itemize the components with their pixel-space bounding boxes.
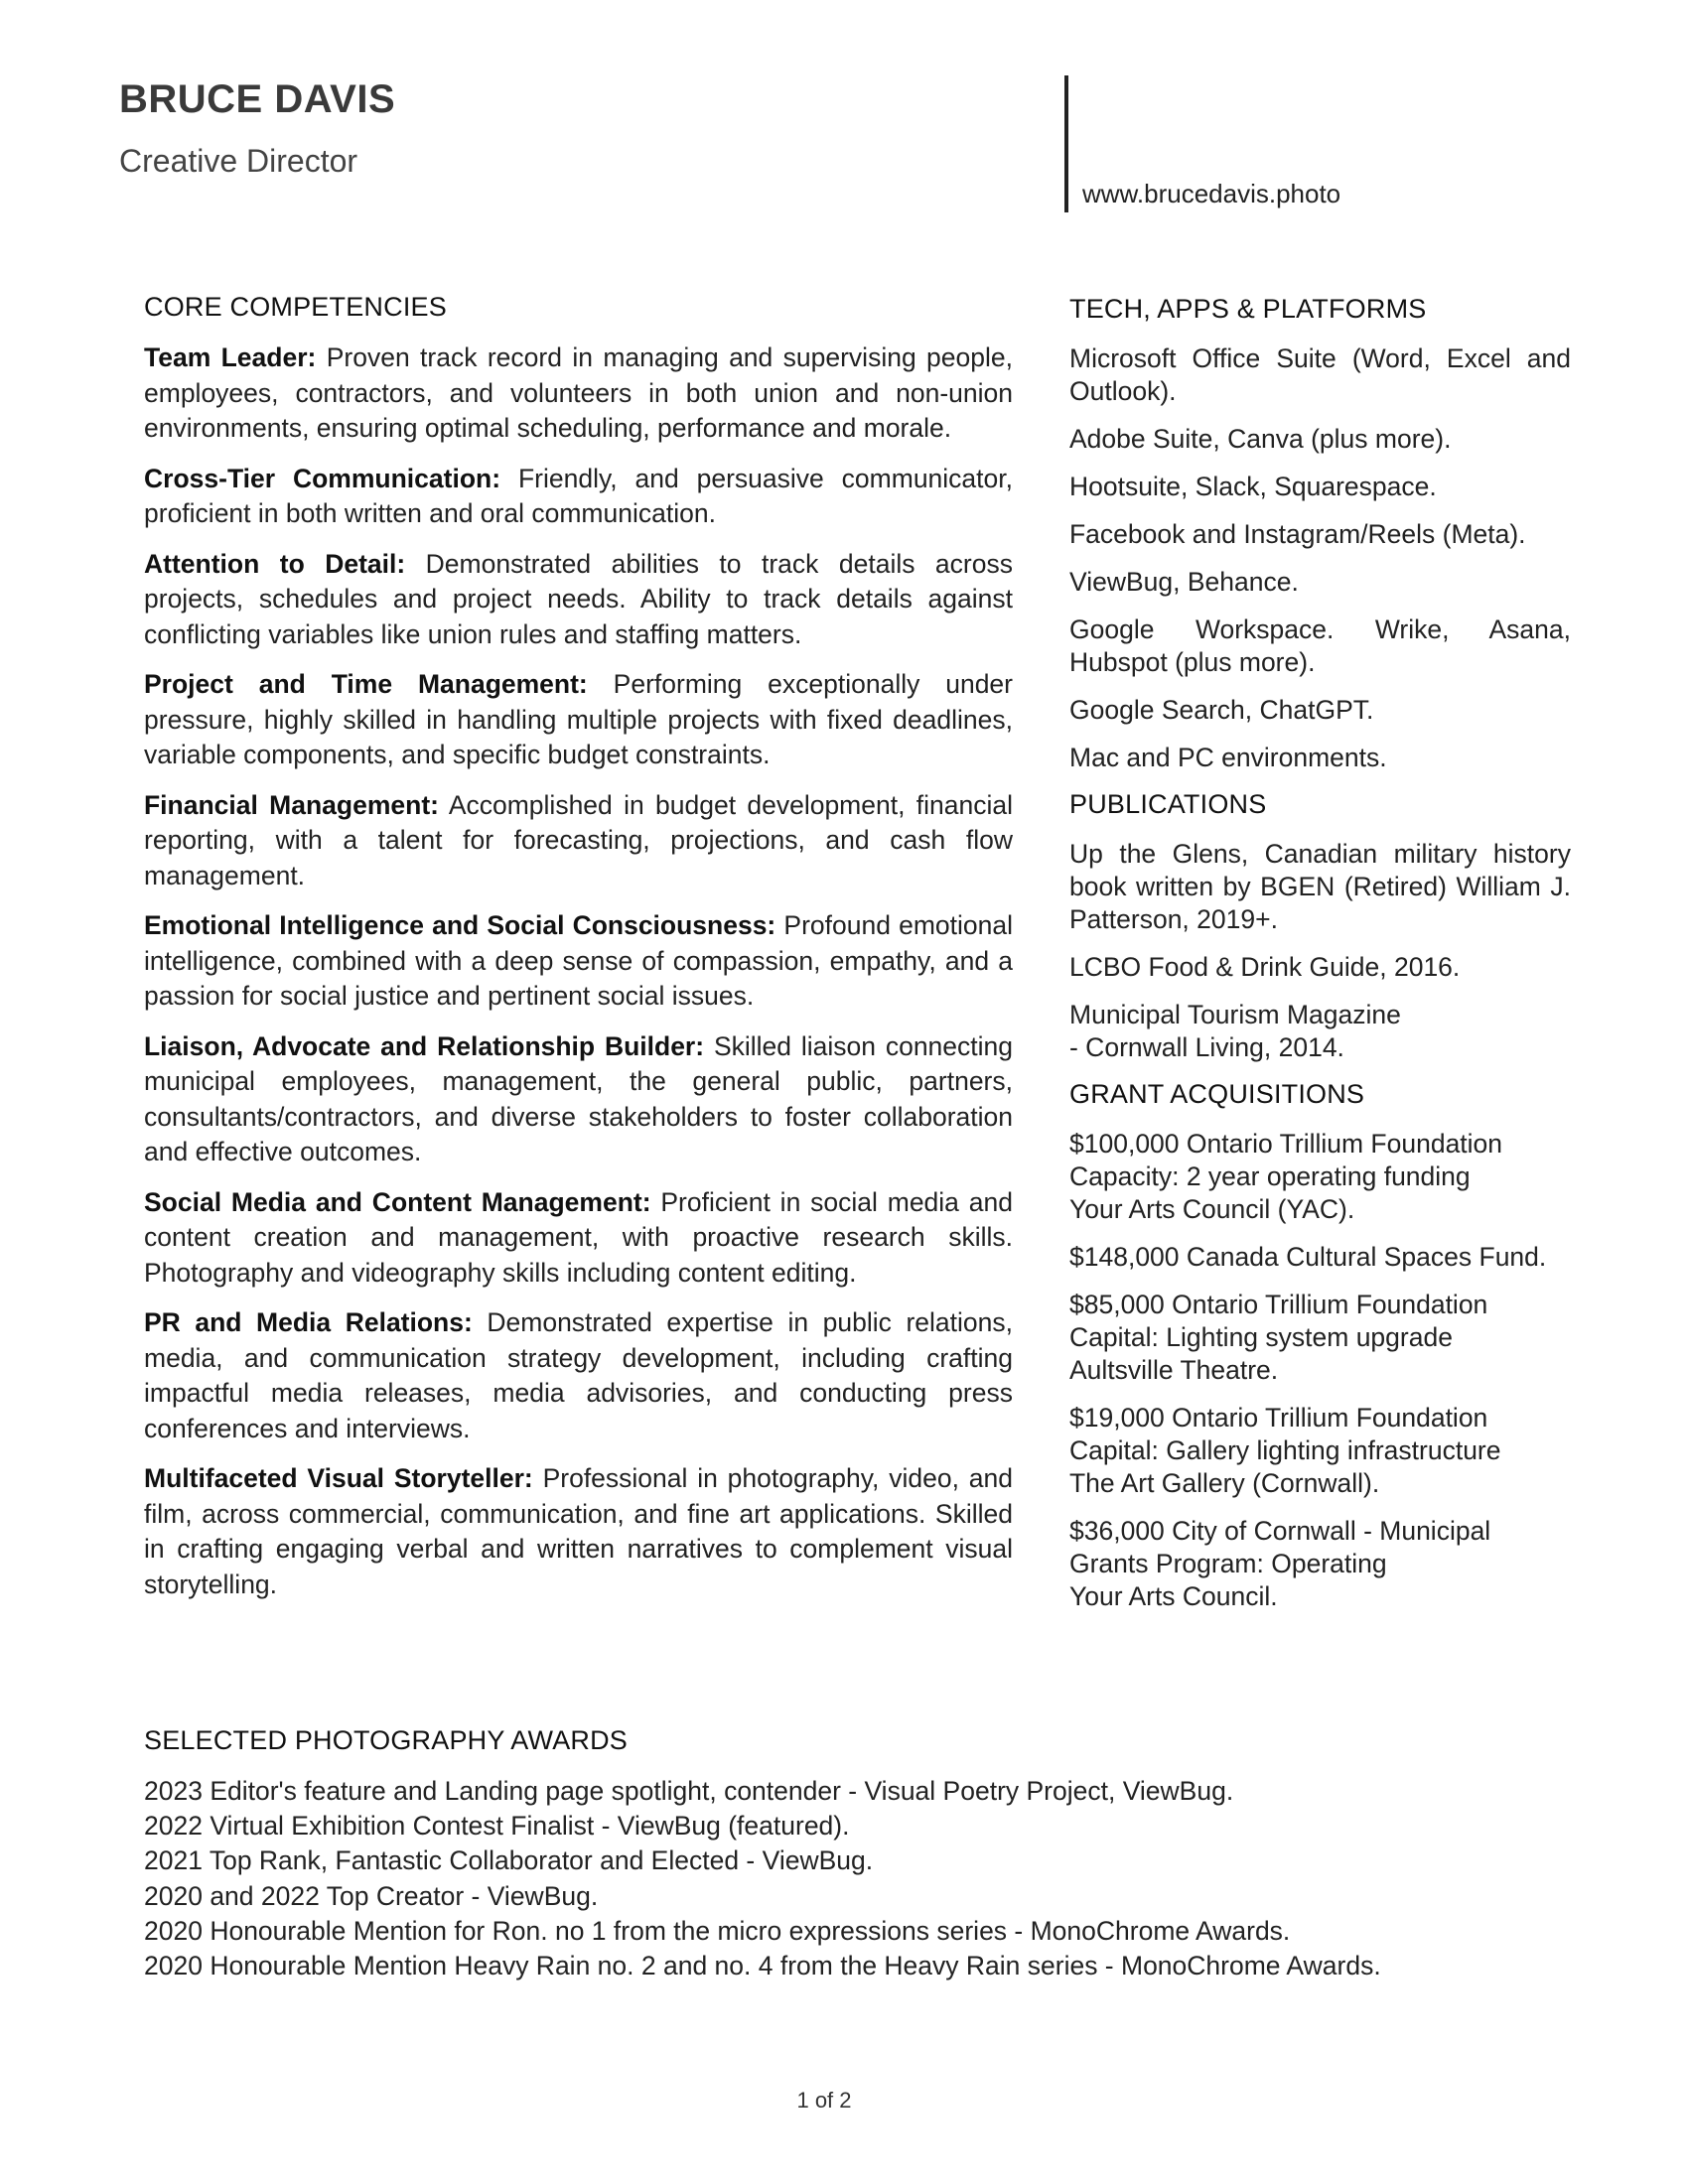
awards-heading: SELECTED PHOTOGRAPHY AWARDS	[144, 1725, 629, 1755]
tech-item: ViewBug, Behance.	[1069, 567, 1299, 597]
competency-text: Profound emotional intelligence, combined with a deep sense of compassion, empathy, and a passion for social justice and pertinent social issues.	[144, 910, 1013, 1011]
grants-heading: GRANT ACQUISITIONS	[1069, 1079, 1365, 1109]
award-item: 2022 Virtual Exhibition Contest Finalist - ViewBug (featured).	[144, 1811, 850, 1842]
award-item: 2023 Editor's feature and Landing page spotlight, contender - Visual Poetry Project, ViewBug.	[144, 1776, 1234, 1806]
website-link[interactable]: www.brucedavis.photo	[1082, 179, 1341, 208]
competency-item	[144, 1029, 1013, 1170]
award-item: 2020 Honourable Mention Heavy Rain no. 2 and no. 4 from the Heavy Rain series - MonoChrome Awards.	[144, 1951, 1381, 1981]
competency-text: Demonstrated expertise in public relations, media, and communication strategy development, including crafting impactful media releases, media advisories, and conducting press conferences and interviews.	[144, 1307, 1013, 1443]
competency-item	[144, 1461, 1013, 1602]
tech-item: Mac and PC environments.	[1069, 743, 1387, 772]
competency-text: Proficient in social media and content creation and management, with proactive research skills. Photography and videography skills including content editing.	[144, 1186, 1013, 1288]
right-column	[1069, 294, 1571, 1628]
publications-heading: PUBLICATIONS	[1069, 789, 1267, 819]
tech-item: Adobe Suite, Canva (plus more).	[1069, 424, 1452, 454]
competency-title: Social Media and Content Management:	[144, 1186, 651, 1217]
tech-item: Facebook and Instagram/Reels (Meta).	[1069, 519, 1526, 549]
core-competencies-section	[144, 292, 1013, 1617]
publication-item: Up the Glens, Canadian military history book written by BGEN (Retired) William J. Patterson, 2019+.	[1069, 839, 1571, 934]
competency-item	[144, 1185, 1013, 1292]
competency-text: Proven track record in managing and supervising people, employees, contractors, and volunteers in both union and non-union environments, ensuring optimal scheduling, performance and morale.	[144, 342, 1013, 443]
grant-item: $19,000 Ontario Trillium Foundation Capital: Gallery lighting infrastructure The Art Gallery (Cornwall).	[1069, 1403, 1501, 1498]
competency-item	[144, 667, 1013, 773]
competency-title: PR and Media Relations:	[144, 1307, 473, 1337]
candidate-name: BRUCE DAVIS	[119, 77, 396, 121]
competency-title: Team Leader:	[144, 342, 317, 372]
grant-item: $148,000 Canada Cultural Spaces Fund.	[1069, 1242, 1547, 1272]
awards-section	[144, 1725, 1554, 1983]
competency-title: Liaison, Advocate and Relationship Builder:	[144, 1030, 705, 1061]
competency-text: Professional in photography, video, and film, across commercial, communication, and fine art applications. Skilled in crafting engaging verbal and written narratives to complement visual storytelling.	[144, 1463, 1013, 1599]
grant-item: $100,000 Ontario Trillium Foundation Capacity: 2 year operating funding Your Arts Council (YAC).	[1069, 1129, 1503, 1224]
competency-title: Project and Time Management:	[144, 669, 588, 699]
competency-title: Emotional Intelligence and Social Consciousness:	[144, 910, 776, 940]
publication-item: LCBO Food & Drink Guide, 2016.	[1069, 952, 1461, 982]
page-number: 1 of 2	[796, 2088, 852, 2113]
award-item: 2020 Honourable Mention for Ron. no 1 from the micro expressions series - MonoChrome Awards.	[144, 1915, 1291, 1946]
grant-item: $36,000 City of Cornwall - Municipal Grants Program: Operating Your Arts Council.	[1069, 1516, 1491, 1611]
tech-item: Google Workspace. Wrike, Asana, Hubspot (plus more).	[1069, 614, 1571, 677]
tech-item: Hootsuite, Slack, Squarespace.	[1069, 472, 1437, 501]
competency-item	[144, 1305, 1013, 1446]
tech-item: Google Search, ChatGPT.	[1069, 695, 1374, 725]
competency-item	[144, 908, 1013, 1015]
competency-text: Demonstrated abilities to track details across projects, schedules and project needs. Ability to track details against conflicting variables like union rules and staffing matters.	[144, 548, 1013, 649]
competency-title: Cross-Tier Communication:	[144, 463, 501, 493]
competency-item	[144, 341, 1013, 447]
competency-text: Friendly, and persuasive communicator, proficient in both written and oral communication.	[144, 463, 1013, 528]
grant-item: $85,000 Ontario Trillium Foundation Capital: Lighting system upgrade Aultsville Theatre.	[1069, 1290, 1488, 1385]
competency-item	[144, 462, 1013, 532]
competency-text: Accomplished in budget development, financial reporting, with a talent for forecasting, projections, and cash flow management.	[144, 789, 1013, 890]
publication-item: Municipal Tourism Magazine - Cornwall Living, 2014.	[1069, 1000, 1401, 1062]
tech-heading: TECH, APPS & PLATFORMS	[1069, 294, 1427, 324]
competency-title: Financial Management:	[144, 789, 439, 820]
award-item: 2021 Top Rank, Fantastic Collaborator and Elected - ViewBug.	[144, 1845, 874, 1876]
job-title: Creative Director	[119, 143, 358, 179]
competency-title: Attention to Detail:	[144, 548, 406, 579]
competency-text: Skilled liaison connecting municipal employees, management, the general public, partners, consultants/contractors, and diverse stakeholders to foster collaboration and effective outcomes.	[144, 1030, 1014, 1166]
award-item: 2020 and 2022 Top Creator - ViewBug.	[144, 1880, 599, 1911]
competency-item	[144, 547, 1013, 653]
header-divider	[1064, 75, 1068, 212]
tech-item: Microsoft Office Suite (Word, Excel and Outlook).	[1069, 343, 1571, 406]
competency-item	[144, 788, 1013, 894]
core-competencies-heading: CORE COMPETENCIES	[144, 292, 447, 322]
competency-title: Multifaceted Visual Storyteller:	[144, 1463, 533, 1493]
competency-text: Performing exceptionally under pressure, highly skilled in handling multiple projects with fixed deadlines, variable components, and specific budget constraints.	[144, 669, 1013, 769]
